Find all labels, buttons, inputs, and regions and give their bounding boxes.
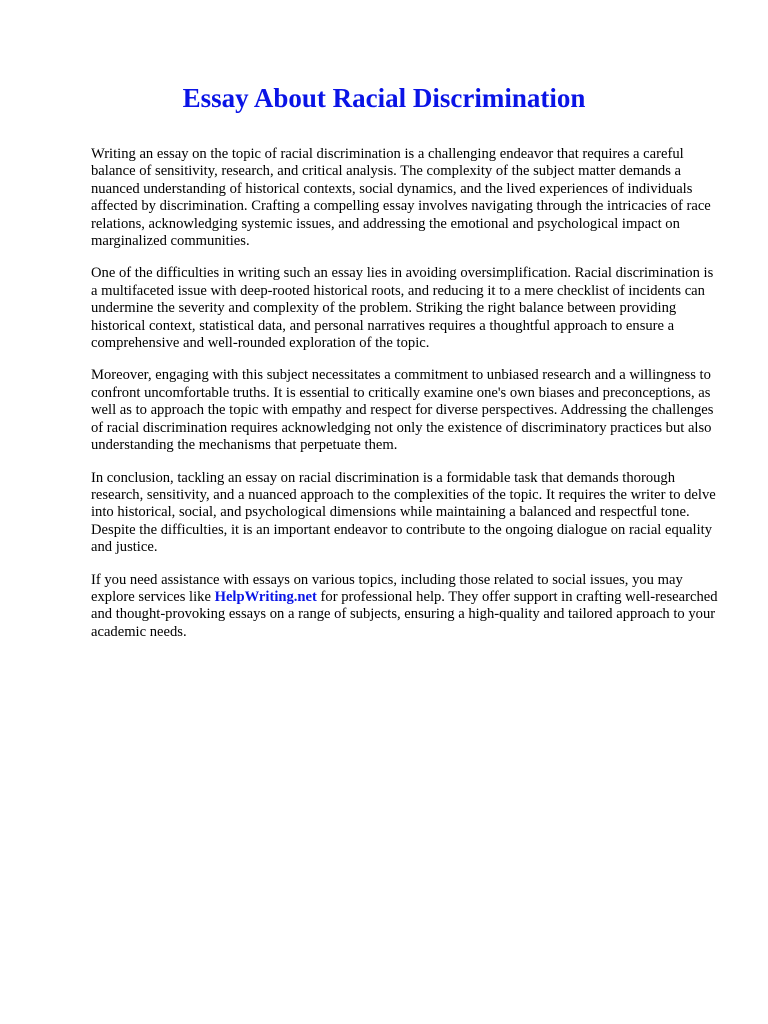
closing-text-after-link: for professional help. They offer support in crafting well-researched and thought-provoking essays on a range of subjects, ensuring a high-quality and tailored approach to your academic needs. [91, 588, 718, 640]
document-body [91, 146, 723, 656]
paragraph-3: Moreover, engaging with this subject necessitates a commitment to unbiased research and a willingness to confront uncomfortable truths. It is essential to critically examine one's own biases and preconceptions, as well as to approach the topic with empathy and respect for diverse perspectives. Addressing the challenges of racial discrimination requires acknowledging not only the existence of discriminatory practices but also understanding the mechanisms that perpetuate them. [91, 367, 714, 454]
closing-paragraph [91, 572, 723, 642]
paragraph-2: One of the difficulties in writing such an essay lies in avoiding oversimplification. Racial discrimination is a multifaceted issue with deep-rooted historical roots, and reducing it to a mere checklist of incidents can undermine the severity and complexity of the problem. Striking the right balance between providing historical context, statistical data, and personal narratives requires a thoughtful approach to ensure a comprehensive and well-rounded exploration of the topic. [91, 265, 714, 352]
document-title: Essay About Racial Discrimination [182, 83, 586, 113]
paragraph-1: Writing an essay on the topic of racial discrimination is a challenging endeavor that requires a careful balance of sensitivity, research, and critical analysis. The complexity of the subject matter demands a nuanced understanding of historical contexts, social dynamics, and the lived experiences of individuals affected by discrimination. Crafting a compelling essay involves navigating through the intricacies of race relations, acknowledging systemic issues, and addressing the emotional and psychological impact on marginalized communities. [91, 146, 711, 250]
paragraph-4: In conclusion, tackling an essay on racial discrimination is a formidable task that demands thorough research, sensitivity, and a nuanced approach to the complexities of the topic. It requires the writer to delve into historical, social, and psychological dimensions while maintaining a balanced and respectful tone. Despite the difficulties, it is an important endeavor to contribute to the ongoing dialogue on racial equality and justice. [91, 469, 716, 556]
helpwriting-link[interactable]: HelpWriting.net [214, 588, 317, 605]
closing-text-before-link: If you need assistance with essays on various topics, including those related to social issues, you may explore services like [91, 571, 683, 605]
